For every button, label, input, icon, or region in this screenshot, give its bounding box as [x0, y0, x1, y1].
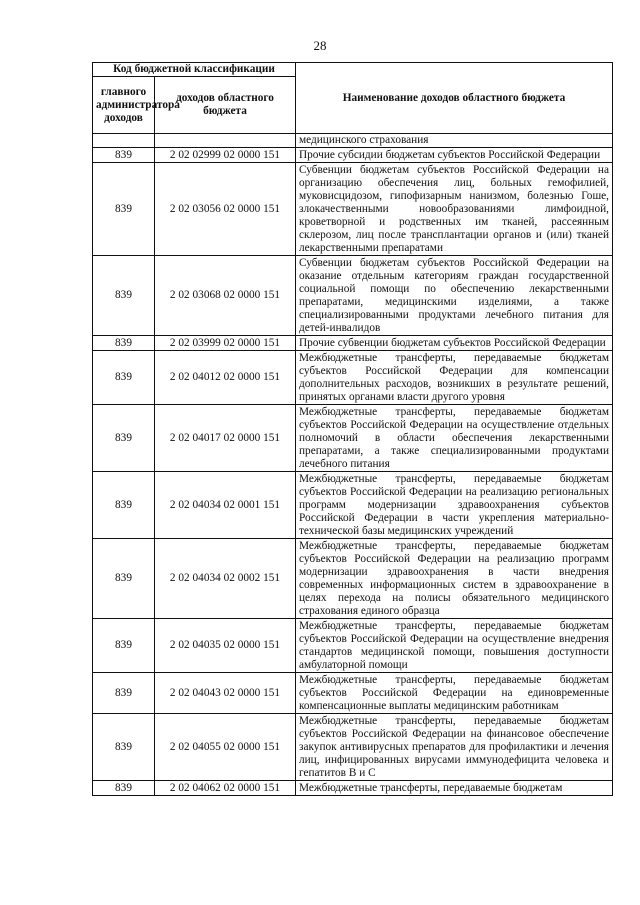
continuation-admin-cell: [93, 134, 155, 148]
income-name-cell: Межбюджетные трансферты, передаваемые бюджетам субъектов Российской Федерации на реализацию региональных программ модернизации здравоохранения субъектов Российской Федерации в части укрепления материально-технической базы медицинских учреждений: [296, 472, 613, 539]
table-row: [93, 163, 613, 256]
admin-code-cell: 839: [93, 148, 155, 163]
income-codes-table: [92, 62, 613, 796]
continuation-code-cell: [155, 134, 296, 148]
table-row: [93, 336, 613, 351]
admin-code-cell: 839: [93, 163, 155, 256]
admin-code-cell: 839: [93, 781, 155, 796]
table-row: [93, 714, 613, 781]
income-name-cell: Субвенции бюджетам субъектов Российской Федерации на оказание отдельным категориям граждан государственной социальной помощи по обеспечению лекарственными препаратами, медицинскими изделиями, а также специализированными продуктами лечебного питания для детей-инвалидов: [296, 256, 613, 336]
continuation-text: медицинского страхования: [296, 134, 613, 148]
income-code-cell: 2 02 04062 02 0000 151: [155, 781, 296, 796]
table-row: [93, 405, 613, 472]
page-number: 28: [313, 38, 327, 53]
table-row: [93, 148, 613, 163]
table-row: [93, 781, 613, 796]
table-row: [93, 619, 613, 673]
header-regional-income-code: доходов областного бюджета: [155, 77, 296, 134]
income-code-cell: 2 02 04034 02 0002 151: [155, 539, 296, 619]
income-code-cell: 2 02 04017 02 0000 151: [155, 405, 296, 472]
income-code-cell: 2 02 04035 02 0000 151: [155, 619, 296, 673]
income-name-cell: Межбюджетные трансферты, передаваемые бюджетам субъектов Российской Федерации на осуществление внедрения стандартов медицинской помощи, повышения доступности амбулаторной помощи: [296, 619, 613, 673]
income-code-cell: 2 02 03068 02 0000 151: [155, 256, 296, 336]
income-name-cell: Прочие субвенции бюджетам субъектов Российской Федерации: [296, 336, 613, 351]
table-row: [93, 539, 613, 619]
admin-code-cell: 839: [93, 714, 155, 781]
table-row: [93, 472, 613, 539]
income-name-cell: Межбюджетные трансферты, передаваемые бюджетам субъектов Российской Федерации на финансовое обеспечение закупок антивирусных препаратов для профилактики и лечения лиц, инфицированных вирусами иммунодефицита человека и гепатитов B и C: [296, 714, 613, 781]
income-name-cell: Межбюджетные трансферты, передаваемые бюджетам субъектов Российской Федерации на реализацию программ модернизации здравоохранения в части внедрения современных информационных систем в здравоохранение в целях перехода на полисы обязательного медицинского страхования единого образца: [296, 539, 613, 619]
income-code-cell: 2 02 04055 02 0000 151: [155, 714, 296, 781]
income-name-cell: Межбюджетные трансферты, передаваемые бюджетам субъектов Российской Федерации для компенсации дополнительных расходов, возникших в результате решений, принятых органами власти другого уровня: [296, 351, 613, 405]
income-name-cell: Межбюджетные трансферты, передаваемые бюджетам субъектов Российской Федерации на осуществление отдельных полномочий в области обеспечения лекарственными препаратами, а также специализированными продуктами лечебного питания: [296, 405, 613, 472]
income-name-cell: Субвенции бюджетам субъектов Российской Федерации на организацию обеспечения лиц, больных гемофилией, муковисцидозом, гипофизарным нанизмом, болезнью Гоше, злокачественными новообразованиями лимфоидной, кроветворной и родственных им тканей, рассеянным склерозом, лиц после трансплантации органов и (или) тканей лекарственными препаратами: [296, 163, 613, 256]
income-code-cell: 2 02 04034 02 0001 151: [155, 472, 296, 539]
admin-code-cell: 839: [93, 336, 155, 351]
income-code-cell: 2 02 02999 02 0000 151: [155, 148, 296, 163]
admin-code-cell: 839: [93, 472, 155, 539]
income-code-cell: 2 02 04012 02 0000 151: [155, 351, 296, 405]
table-row: [93, 351, 613, 405]
admin-code-cell: 839: [93, 256, 155, 336]
income-code-cell: 2 02 04043 02 0000 151: [155, 673, 296, 714]
income-name-cell: Межбюджетные трансферты, передаваемые бюджетам: [296, 781, 613, 796]
admin-code-cell: 839: [93, 539, 155, 619]
admin-code-cell: 839: [93, 405, 155, 472]
admin-code-cell: 839: [93, 673, 155, 714]
admin-code-cell: 839: [93, 619, 155, 673]
continuation-row: [93, 134, 613, 148]
income-code-cell: 2 02 03999 02 0000 151: [155, 336, 296, 351]
income-code-cell: 2 02 03056 02 0000 151: [155, 163, 296, 256]
income-name-cell: Прочие субсидии бюджетам субъектов Российской Федерации: [296, 148, 613, 163]
table-row: [93, 673, 613, 714]
budget-classification-table: [92, 62, 612, 796]
header-budget-classification-code: Код бюджетной классификации: [93, 63, 296, 77]
table-row: [93, 256, 613, 336]
admin-code-cell: 839: [93, 351, 155, 405]
income-name-cell: Межбюджетные трансферты, передаваемые бюджетам субъектов Российской Федерации на единовременные компенсационные выплаты медицинским работникам: [296, 673, 613, 714]
header-chief-administrator: главного администратора доходов: [93, 77, 155, 134]
header-income-name: Наименование доходов областного бюджета: [296, 63, 613, 134]
